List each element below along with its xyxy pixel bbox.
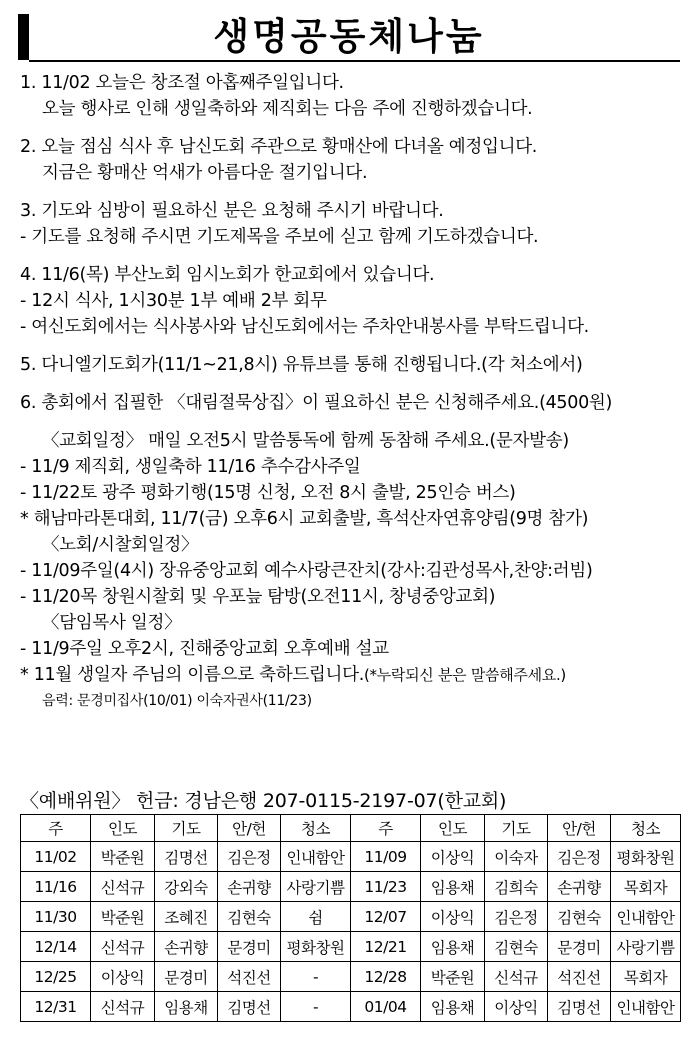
table-row xyxy=(21,842,681,872)
table-cell: - xyxy=(281,992,351,1022)
announcement-1-detail: 오늘 행사로 인해 생일축하와 제직회는 다음 주에 진행하겠습니다. xyxy=(42,99,533,119)
table-row xyxy=(21,962,681,992)
table-cell: 사랑기쁨 xyxy=(281,872,351,902)
table-cell: 김은정 xyxy=(485,902,548,932)
table-cell: 김현숙 xyxy=(485,932,548,962)
table-cell: 박준원 xyxy=(91,842,155,872)
church-schedule-item-2: - 11/22토 광주 평화기행(15명 신청, 오전 8시 출발, 25인승 버스) xyxy=(20,483,516,503)
table-cell: 12/07 xyxy=(351,902,421,932)
table-cell: 목회자 xyxy=(611,962,681,992)
table-row xyxy=(21,902,681,932)
column-header-cleaning: 청소 xyxy=(281,815,351,842)
announcement-2: 2. 오늘 점심 식사 후 남신도회 주관으로 황매산에 다녀올 예정입니다. xyxy=(20,137,538,157)
presbytery-schedule-item-2: - 11/20목 창원시찰회 및 우포늪 탐방(오전11시, 창녕중앙교회) xyxy=(20,587,496,607)
table-cell: 12/28 xyxy=(351,962,421,992)
column-header-prayer: 기도 xyxy=(155,815,218,842)
announcement-4-detail-2: - 여신도회에서는 식사봉사와 남신도회에서는 주차안내봉사를 부탁드립니다. xyxy=(20,317,589,337)
announcement-6: 6. 총회에서 집필한 〈대림절묵상집〉이 필요하신 분은 신청해주세요.(4500원) xyxy=(20,393,613,413)
table-cell: 12/31 xyxy=(21,992,91,1022)
header xyxy=(18,12,680,62)
column-header-leader: 인도 xyxy=(91,815,155,842)
table-cell: 손귀향 xyxy=(155,932,218,962)
title-underline xyxy=(29,60,680,62)
table-cell: 01/04 xyxy=(351,992,421,1022)
table-cell: 신석규 xyxy=(91,872,155,902)
announcement-5: 5. 다니엘기도회가(11/1~21,8시) 유튜브를 통해 진행됩니다.(각 처소에서) xyxy=(20,355,583,375)
table-cell: 신석규 xyxy=(91,932,155,962)
table-cell: 손귀향 xyxy=(218,872,281,902)
table-cell: 임용채 xyxy=(421,932,485,962)
table-cell: 석진선 xyxy=(548,962,611,992)
table-cell: 12/14 xyxy=(21,932,91,962)
table-cell: 이상익 xyxy=(421,902,485,932)
table-cell: 김명선 xyxy=(548,992,611,1022)
announcement-3: 3. 기도와 심방이 필요하신 분은 요청해 주시기 바랍니다. xyxy=(20,201,444,221)
table-cell: 11/30 xyxy=(21,902,91,932)
table-cell: 이상익 xyxy=(91,962,155,992)
column-header-week: 주 xyxy=(351,815,421,842)
table-cell: 손귀향 xyxy=(548,872,611,902)
table-cell: 박준원 xyxy=(421,962,485,992)
birthday-notice-note: (*누락되신 분은 말씀해주세요.) xyxy=(363,666,566,684)
table-cell: 문경미 xyxy=(155,962,218,992)
column-header-prayer: 기도 xyxy=(485,815,548,842)
table-cell: 김명선 xyxy=(155,842,218,872)
announcements xyxy=(20,70,680,714)
column-header-usher: 안/헌 xyxy=(218,815,281,842)
table-cell: 문경미 xyxy=(548,932,611,962)
table-cell: 11/02 xyxy=(21,842,91,872)
pastor-schedule-item-1: - 11/9주일 오후2시, 진해중앙교회 오후예배 설교 xyxy=(20,639,389,659)
table-row xyxy=(21,872,681,902)
table-cell: 이상익 xyxy=(421,842,485,872)
birthday-notice-main: * 11월 생일자 주님의 이름으로 축하드립니다. xyxy=(20,665,364,685)
church-schedule-item-1: - 11/9 제직회, 생일축하 11/16 추수감사주일 xyxy=(20,457,361,477)
table-cell: 김은정 xyxy=(548,842,611,872)
column-header-leader: 인도 xyxy=(421,815,485,842)
offering-account: 〈예배위원〉 헌금: 경남은행 207-0115-2197-07(한교회) xyxy=(20,790,507,812)
table-cell: 조혜진 xyxy=(155,902,218,932)
presbytery-schedule-heading: 〈노회/시찰회일정〉 xyxy=(42,535,199,555)
table-cell: 평화창원 xyxy=(611,842,681,872)
announcement-1: 1. 11/02 오늘은 창조절 아홉째주일입니다. xyxy=(20,73,344,93)
worship-committee-table xyxy=(20,814,681,1022)
table-cell: 김현숙 xyxy=(218,902,281,932)
table-cell: 김희숙 xyxy=(485,872,548,902)
announcement-4-detail-1: - 12시 식사, 1시30분 1부 예배 2부 회무 xyxy=(20,291,327,311)
table-header-row xyxy=(21,815,681,842)
page-title: 생명공동체나눔 xyxy=(213,15,485,58)
table-cell: 김현숙 xyxy=(548,902,611,932)
table-cell: - xyxy=(281,962,351,992)
table-cell: 11/23 xyxy=(351,872,421,902)
pastor-schedule-heading: 〈담임목사 일정〉 xyxy=(42,613,182,633)
table-cell: 문경미 xyxy=(218,932,281,962)
table-cell: 임용채 xyxy=(155,992,218,1022)
birthday-notice xyxy=(20,662,680,688)
table-cell: 평화창원 xyxy=(281,932,351,962)
table-cell: 인내함안 xyxy=(611,992,681,1022)
table-cell: 인내함안 xyxy=(611,902,681,932)
table-cell: 석진선 xyxy=(218,962,281,992)
table-cell: 김명선 xyxy=(218,992,281,1022)
table-cell: 이상익 xyxy=(485,992,548,1022)
table-cell: 강외숙 xyxy=(155,872,218,902)
lunar-birthdays: 음력: 문경미집사(10/01) 이숙자권사(11/23) xyxy=(42,693,312,709)
table-cell: 신석규 xyxy=(485,962,548,992)
announcement-2-detail: 지금은 황매산 억새가 아름다운 절기입니다. xyxy=(42,163,368,183)
table-cell: 목회자 xyxy=(611,872,681,902)
table-cell: 쉼 xyxy=(281,902,351,932)
table-cell: 12/25 xyxy=(21,962,91,992)
table-cell: 인내함안 xyxy=(281,842,351,872)
table-cell: 김은정 xyxy=(218,842,281,872)
table-cell: 임용채 xyxy=(421,872,485,902)
table-cell: 박준원 xyxy=(91,902,155,932)
table-row xyxy=(21,932,681,962)
table-cell: 11/09 xyxy=(351,842,421,872)
announcement-4: 4. 11/6(목) 부산노회 임시노회가 한교회에서 있습니다. xyxy=(20,265,435,285)
column-header-week: 주 xyxy=(21,815,91,842)
column-header-cleaning: 청소 xyxy=(611,815,681,842)
column-header-usher: 안/헌 xyxy=(548,815,611,842)
table-cell: 사랑기쁨 xyxy=(611,932,681,962)
presbytery-schedule-item-1: - 11/09주일(4시) 장유중앙교회 예수사랑큰잔치(강사:김관성목사,찬양:러빔) xyxy=(20,561,593,581)
announcement-3-detail: - 기도를 요청해 주시면 기도제목을 주보에 싣고 함께 기도하겠습니다. xyxy=(20,227,539,247)
table-cell: 신석규 xyxy=(91,992,155,1022)
church-schedule-heading: 〈교회일정〉 매일 오전5시 말씀통독에 함께 동참해 주세요.(문자발송) xyxy=(42,431,569,451)
table-cell: 12/21 xyxy=(351,932,421,962)
table-cell: 임용채 xyxy=(421,992,485,1022)
church-schedule-item-3: * 해남마라톤대회, 11/7(금) 오후6시 교회출발, 흑석산자연휴양림(9명 참가) xyxy=(20,509,589,529)
table-cell: 11/16 xyxy=(21,872,91,902)
table-cell: 이숙자 xyxy=(485,842,548,872)
table-row xyxy=(21,992,681,1022)
